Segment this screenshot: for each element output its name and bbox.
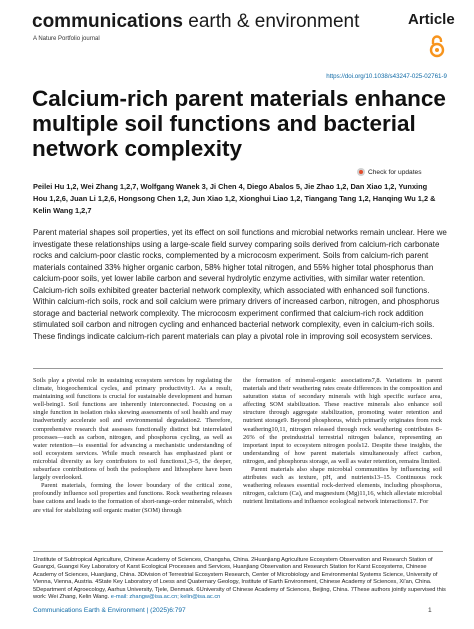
body-paragraph: Soils play a pivotal role in sustaining ecosystem services by regulating the climate, biogeochemical cycles, and primary productivity1. As a result, maintaining soil functions is crucial for sustainable development and human well-being1. Soil functions are inherently interconnected. Focusing on a single function in isolation risks skewing assessments of soil health and may inadvertently accelerate soil and environmental degradation2. Therefore, comprehensive research that assesses functionally distinct but interrelated processes—such as carbon, nitrogen, and phosphorus cycling, as well as water retention—is essential for advancing a mechanistic understanding of soil ecosystem services. While much research has emphasized plant or microbial diversity as key contributors to soil functions1,3–5, the deeper, subsurface contributions of both the pedosphere and lithosphere have been largely overlooked. — [33, 377, 232, 482]
body-column-right — [243, 377, 442, 507]
footnote-divider — [33, 551, 443, 552]
article-title: Calcium-rich parent materials enhance multiple soil functions and bacterial network complexity — [32, 86, 446, 161]
footer-journal-citation: Communications Earth & Environment | (2025)6:797 — [33, 607, 186, 614]
body-paragraph: Parent materials, forming the lower boundary of the critical zone, profoundly influence soil properties and functions. Rock weathering releases base cations and leads to the formation of short-range-order minerals6, which are vital for stabilizing soil organic matter (SOM) through — [33, 482, 232, 514]
check-updates-icon — [357, 168, 365, 176]
body-paragraph: the formation of mineral-organic associations7,8. Variations in parent materials and their weathering rates create differences in the composition and saturation status of secondary minerals with high specific surface area, affecting SOM stabilization. These reactive minerals also enhance soil structure through aggregate stabilization, promoting water retention and nutrient storage9. Beyond phosphorus, which primarily originates from rock weathering10,11, nitrogen released through rock weathering contributes 8–26% of the preindustrial terrestrial nitrogen balance, representing an important input to ecosystem nitrogen pools12. Despite these insights, the understanding of how parent materials simultaneously affect carbon, nitrogen, and phosphorus storage, as well as water retention, remains limited. — [243, 377, 442, 465]
body-paragraph: Parent materials also shape microbial communities by influencing soil attributes such as texture, pH, and nutrients13–15. Continuous rock weathering releases essential rock-derived elements, including phosphorus, nitrogen, calcium (Ca), and magnesium (Mg)11,16, which alleviate microbial nutrient limitations and influence ecological network interactions17. For — [243, 466, 442, 506]
article-type-label: Article — [408, 11, 455, 28]
abstract: Parent material shapes soil properties, yet its effect on soil functions and microbial networks remain unclear. Here we investigate these relationships using a large-scale field survey comparing soils derived from calcium-rich carbonate rocks and calcium-poor clastic rocks, complemented by a microcosm experiment. Soils from calcium-rich parent materials contained 33% higher organic carbon, 58% higher total nitrogen, and 55% higher total phosphorus than calcium-poor soils, yet lower labile carbon and several hydrolytic enzyme activities, with similar water retention. Calcium-rich soils exhibited greater bacterial network complexity, which associated with enhanced soil functions. Within calcium-rich soils, rock and soil calcium were primary drivers of increased carbon, nitrogen, and phosphorus storage and bacterial network complexity. The microcosm experiment confirmed that calcium-rich rock addition stimulated soil carbon and nitrogen cycling and enhanced bacterial network complexity, even in calcium-rich soils. These findings indicate calcium-rich parent materials can play a pivotal role in improving soil ecosystem services. — [33, 228, 447, 341]
journal-title: communications earth & environment — [32, 11, 360, 32]
doi-link[interactable]: https://doi.org/10.1038/s43247-025-02761-9 — [326, 73, 447, 80]
check-for-updates-button[interactable] — [357, 168, 422, 176]
open-access-icon[interactable] — [428, 34, 446, 58]
affiliations-text: 1Institute of Subtropical Agriculture, Chinese Academy of Sciences, Changsha, China. 2Huanjiang Agriculture Ecosystem Observation and Research Station of Guangxi, Guangxi Key Laboratory of Karst Ecological Processes and Services, Huanjiang Observation and Research Station for Karst Ecosystems, Chinese Academy of Sciences, Huanjiang, China. 3Division of Terrestrial Ecosystem Research, Center of Microbiology and Environmental Systems Science, University of Vienna, Vienna, Austria. 4State Key Laboratory of Loess and Quaternary Geology, Institute of Earth Environment, Chinese Academy of Sciences, Xi'an, China. 5Department of Agroecology, Aarhus University, Tjele, Denmark. 6University of Chinese Academy of Sciences, Beijing, China. 7These authors jointly supervised this work: Wei Zhang, Kelin Wang. — [33, 557, 446, 601]
page-number: 1 — [428, 607, 432, 614]
author-list: Peilei Hu 1,2, Wei Zhang 1,2,7, Wolfgang Wanek 3, Ji Chen 4, Diego Abalos 5, Jie Zhao 1,2, Dan Xiao 1,2, Yunxing Hou 1,2,6, Juan Li 1,2,6, Hongsong Chen 1,2, Jun Xiao 1,2, Xionghui Liao 1,2, Tiangang Tang 1,2, Hanqing Wu 1,2 & Kelin Wang 1,2,7 — [33, 182, 436, 215]
email-text[interactable]: e-mail: zhangw@isa.ac.cn; kelin@isa.ac.cn — [110, 594, 221, 601]
affiliations-footnote — [33, 557, 446, 601]
journal-subtitle: A Nature Portfolio journal — [33, 36, 100, 42]
check-updates-label: Check for updates — [368, 168, 422, 176]
abstract-divider — [33, 368, 443, 369]
body-column-left — [33, 377, 232, 515]
